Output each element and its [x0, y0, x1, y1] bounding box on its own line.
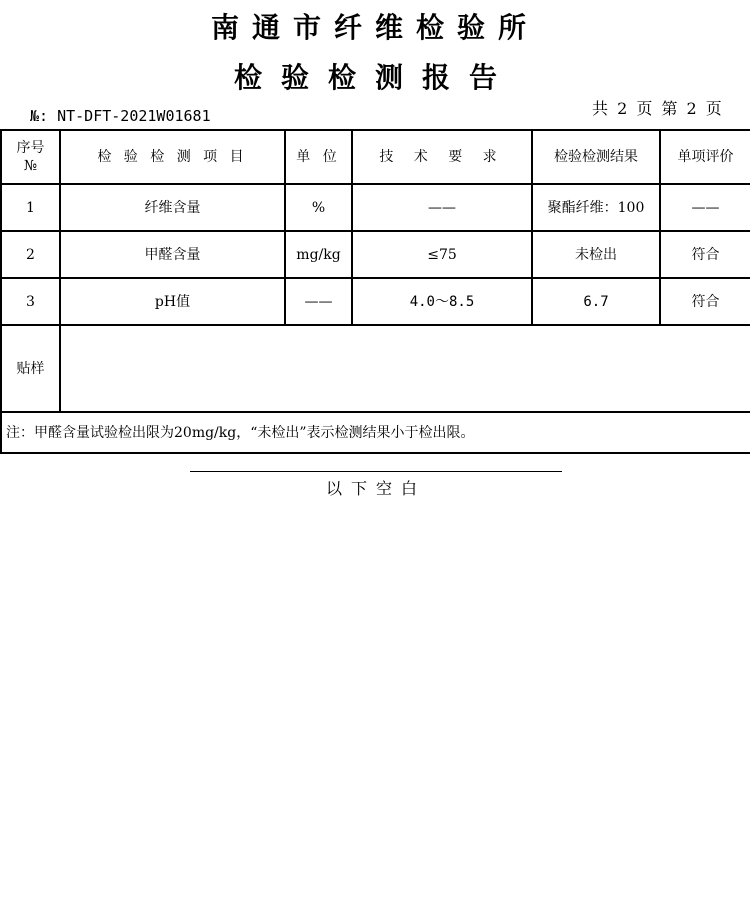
table-row: [1, 231, 750, 278]
page-info: 共 2 页 第 2 页: [592, 99, 724, 118]
cell-unit: ——: [285, 278, 352, 325]
col-header-unit: 单 位: [285, 130, 352, 184]
results-table: [0, 129, 750, 454]
note-row: [1, 412, 750, 453]
sample-area: [60, 325, 750, 412]
end-divider: [190, 471, 562, 472]
cell-unit: mg/kg: [285, 231, 352, 278]
cell-seq: 2: [1, 231, 60, 278]
cell-requirement: ——: [352, 184, 532, 231]
report-number: №: NT-DFT-2021W01681: [30, 107, 211, 125]
cell-evaluation: 符合: [660, 278, 750, 325]
table-header-row: [1, 130, 750, 184]
cell-seq: 3: [1, 278, 60, 325]
col-header-seq: 序号 №: [1, 130, 60, 184]
table-note: 注：甲醛含量试验检出限为20mg/kg，“未检出”表示检测结果小于检出限。: [1, 412, 750, 453]
cell-result: 未检出: [532, 231, 660, 278]
col-header-result: 检验检测结果: [532, 130, 660, 184]
table-row: [1, 184, 750, 231]
col-header-item: 检 验 检 测 项 目: [60, 130, 285, 184]
cell-evaluation: ——: [660, 184, 750, 231]
report-title: 检验检测报告: [233, 61, 516, 94]
cell-item: 甲醛含量: [60, 231, 285, 278]
cell-requirement: ≤75: [352, 231, 532, 278]
cell-item: pH值: [60, 278, 285, 325]
col-header-requirement: 技 术 要 求: [352, 130, 532, 184]
cell-evaluation: 符合: [660, 231, 750, 278]
table-row: [1, 278, 750, 325]
sample-label: 贴样: [1, 325, 60, 412]
end-blank-text: 以下空白: [325, 479, 426, 498]
cell-seq: 1: [1, 184, 60, 231]
sample-row: [1, 325, 750, 412]
col-header-evaluation: 单项评价: [660, 130, 750, 184]
cell-requirement: 4.0～8.5: [352, 278, 532, 325]
cell-unit: %: [285, 184, 352, 231]
institute-name: 南通市纤维检验所: [210, 11, 539, 44]
cell-item: 纤维含量: [60, 184, 285, 231]
cell-result: 聚酯纤维：100: [532, 184, 660, 231]
cell-result: 6.7: [532, 278, 660, 325]
